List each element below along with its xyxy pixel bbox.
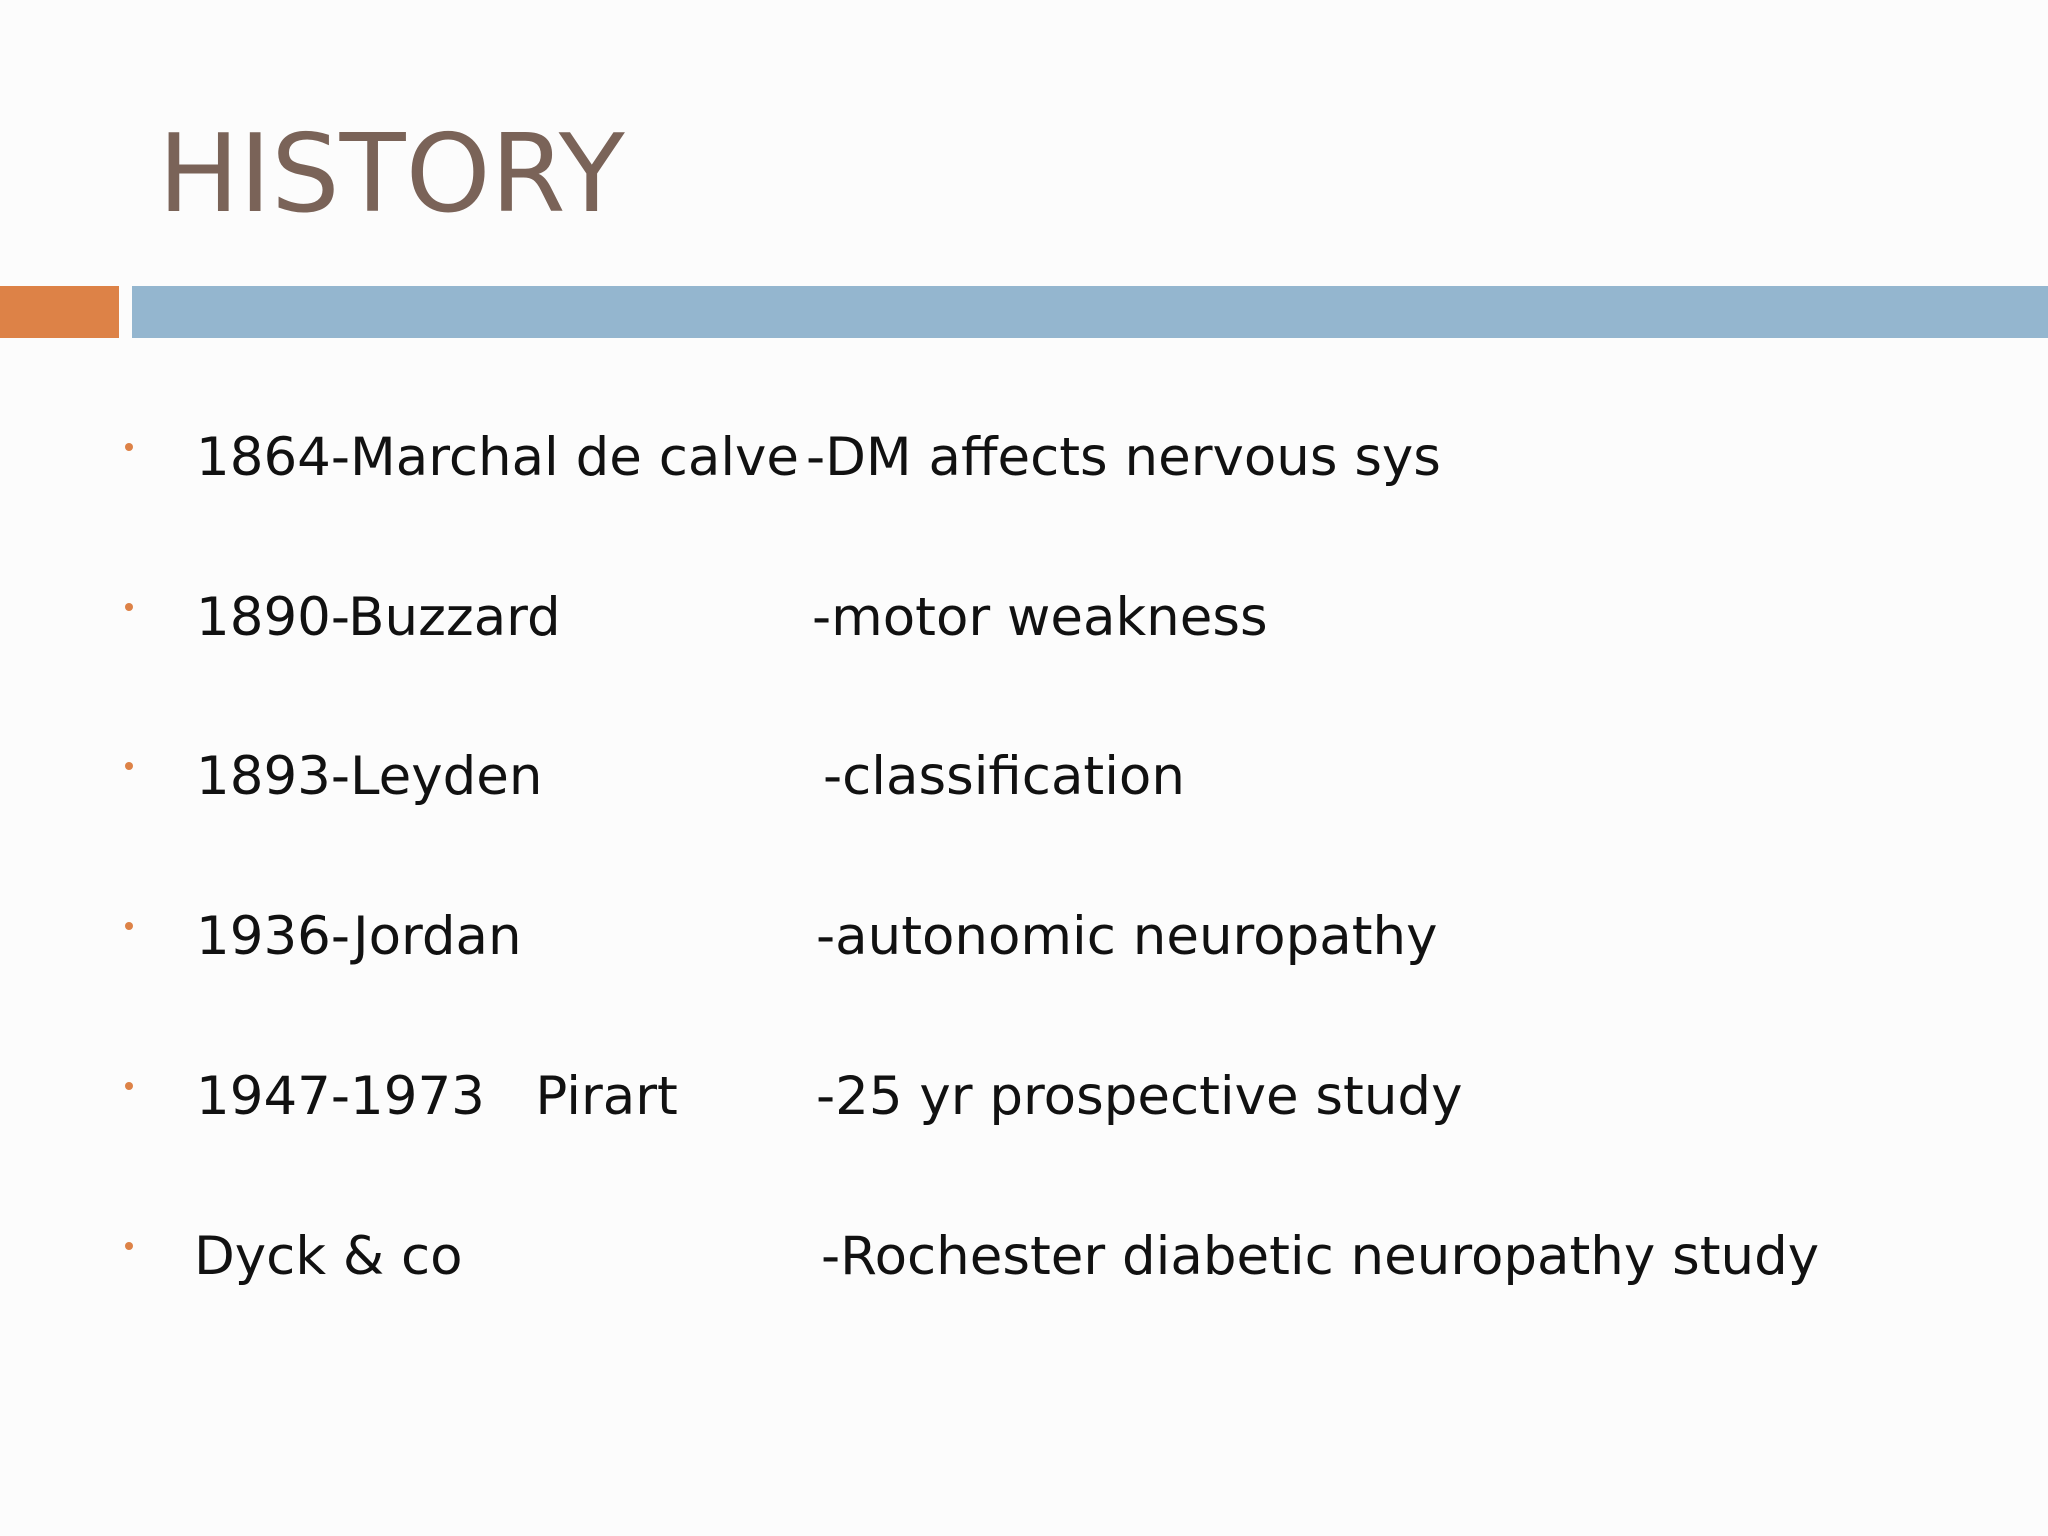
bullet-label: 1893-Leyden [196,746,543,807]
list-item [0,583,2048,663]
bullet-icon [125,1082,133,1090]
bullet-icon [125,443,133,451]
bullet-description: -classification [823,746,1185,807]
bullet-label: Dyck & co [194,1226,463,1287]
bullet-description: -25 yr prospective study [816,1066,1463,1127]
list-item [0,902,2048,982]
bullet-description: -Rochester diabetic neuropathy study [821,1226,1820,1287]
list-item [0,1222,2048,1302]
list-item [0,1062,2048,1142]
bullet-label: 1864-Marchal de calve [196,427,800,488]
bullet-label: 1890-Buzzard [196,587,561,648]
bullet-icon [125,1242,133,1250]
list-item [0,742,2048,822]
bullet-icon [125,922,133,930]
bullet-label: 1936-Jordan [196,906,522,967]
bullet-description: -autonomic neuropathy [816,906,1438,967]
bullet-description: -DM affects nervous sys [806,427,1441,488]
bullet-icon [125,762,133,770]
bullet-icon [125,603,133,611]
bullet-label: 1947-1973 Pirart [196,1066,678,1127]
slide-title: HISTORY [158,112,625,237]
bullet-description: -motor weakness [812,587,1268,648]
list-item [0,423,2048,503]
